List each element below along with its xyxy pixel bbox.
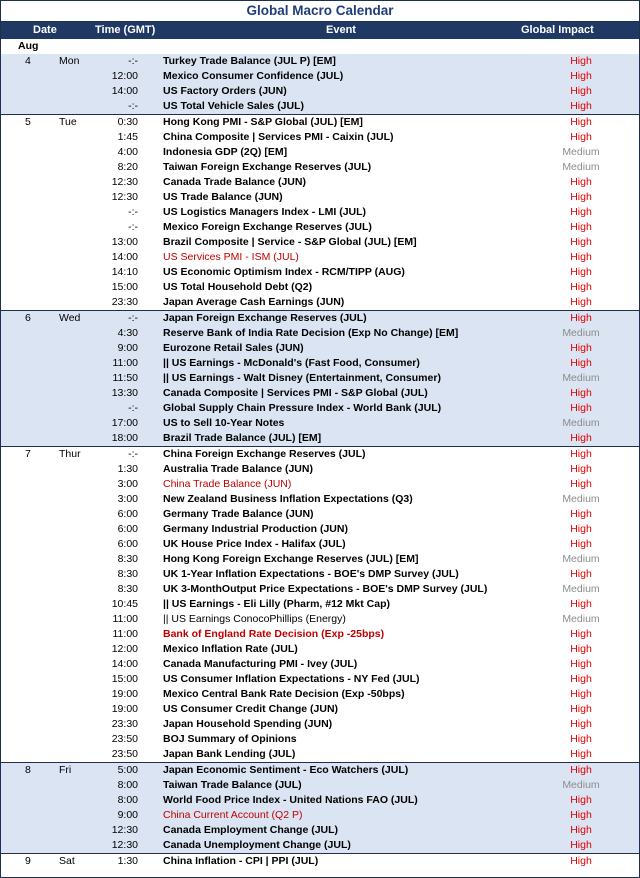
table-row (1, 265, 639, 280)
event-name: China Trade Balance (JUN) (163, 478, 292, 490)
event-time: 8:30 (117, 568, 138, 580)
table-row (1, 612, 639, 627)
table-row (1, 838, 639, 853)
event-time: 19:00 (111, 688, 138, 700)
impact-level: High (570, 538, 592, 550)
event-time: 11:00 (112, 357, 138, 369)
table-row (1, 250, 639, 265)
impact-level: High (570, 100, 592, 112)
day-date: 7 (25, 448, 31, 460)
event-name: Brazil Trade Balance (JUL) [EM] (163, 432, 322, 444)
table-row (1, 130, 639, 145)
table-row (1, 416, 639, 431)
event-time: 14:10 (111, 266, 138, 278)
impact-level: High (570, 85, 592, 97)
impact-level: High (570, 312, 592, 324)
event-name: || US Earnings ConocoPhillips (Energy) (163, 613, 346, 625)
event-time: 6:00 (117, 508, 138, 520)
event-time: 8:30 (117, 583, 138, 595)
event-time: 1:30 (117, 855, 138, 867)
impact-level: Medium (562, 372, 600, 384)
table-row (1, 672, 639, 687)
day-date: 9 (25, 855, 31, 867)
event-time: 1:45 (117, 131, 138, 143)
table-row (1, 627, 639, 642)
event-time: 12:00 (111, 643, 138, 655)
event-time: -:- (128, 55, 138, 67)
table-row (1, 762, 639, 778)
event-time: 8:00 (117, 794, 138, 806)
event-name: Indonesia GDP (2Q) [EM] (163, 146, 288, 158)
event-time: 8:00 (117, 779, 138, 791)
impact-level: High (570, 131, 592, 143)
impact-level: High (570, 508, 592, 520)
table-row (1, 69, 639, 84)
table-row (1, 386, 639, 401)
impact-level: High (570, 643, 592, 655)
impact-level: High (570, 448, 592, 460)
event-name: UK 1-Year Inflation Expectations - BOE's DMP Survey (JUL) (163, 568, 459, 580)
event-time: 13:30 (111, 387, 138, 399)
impact-level: High (570, 55, 592, 67)
event-time: 1:30 (117, 463, 138, 475)
event-time: 13:00 (111, 236, 138, 248)
impact-level: High (570, 824, 592, 836)
impact-level: High (570, 733, 592, 745)
day-weekday: Fri (59, 764, 72, 776)
impact-level: High (570, 281, 592, 293)
event-time: 12:00 (111, 70, 138, 82)
event-name: Mexico Consumer Confidence (JUL) (163, 70, 344, 82)
page-title: Global Macro Calendar (1, 1, 639, 22)
event-name: US Total Vehicle Sales (JUL) (163, 100, 305, 112)
impact-level: High (570, 266, 592, 278)
event-time: 0:30 (117, 116, 138, 128)
event-name: Japan Average Cash Earnings (JUN) (163, 296, 345, 308)
event-time: 9:00 (117, 809, 138, 821)
impact-level: High (570, 478, 592, 490)
event-name: Canada Manufacturing PMI - Ivey (JUL) (163, 658, 358, 670)
event-time: 19:00 (111, 703, 138, 715)
event-time: 12:30 (111, 839, 138, 851)
table-row (1, 853, 639, 869)
table-row (1, 507, 639, 522)
event-name: Japan Bank Lending (JUL) (163, 748, 296, 760)
event-time: 14:00 (111, 251, 138, 263)
table-row (1, 220, 639, 235)
impact-level: High (570, 251, 592, 263)
event-name: Germany Industrial Production (JUN) (163, 523, 348, 535)
event-name: Mexico Inflation Rate (JUL) (163, 643, 298, 655)
event-time: 11:50 (112, 372, 138, 384)
event-name: Taiwan Trade Balance (JUL) (163, 779, 302, 791)
table-row (1, 431, 639, 446)
event-name: Canada Composite | Services PMI - S&P Global (JUL) (163, 387, 428, 399)
event-name: Taiwan Foreign Exchange Reserves (JUL) (163, 161, 372, 173)
table-row (1, 310, 639, 326)
event-name: || US Earnings - Eli Lilly (Pharm, #12 Mkt Cap) (163, 598, 391, 610)
event-time: 3:00 (117, 478, 138, 490)
event-time: -:- (128, 100, 138, 112)
table-row (1, 642, 639, 657)
impact-level: High (570, 718, 592, 730)
event-name: UK 3-MonthOutput Price Expectations - BOE's DMP Survey (JUL) (163, 583, 488, 595)
impact-level: High (570, 206, 592, 218)
event-time: 23:50 (111, 733, 138, 745)
table-row (1, 582, 639, 597)
impact-level: Medium (562, 553, 600, 565)
event-time: 8:30 (117, 553, 138, 565)
event-time: 6:00 (117, 523, 138, 535)
table-row (1, 747, 639, 762)
event-name: Canada Employment Change (JUL) (163, 824, 339, 836)
table-row (1, 778, 639, 793)
event-time: 12:30 (111, 176, 138, 188)
table-row (1, 54, 639, 69)
table-row (1, 732, 639, 747)
table-row (1, 687, 639, 702)
table-row (1, 823, 639, 838)
event-name: China Current Account (Q2 P) (163, 809, 303, 821)
event-name: Canada Unemployment Change (JUL) (163, 839, 351, 851)
impact-level: High (570, 794, 592, 806)
event-name: Turkey Trade Balance (JUL P) [EM] (163, 55, 336, 67)
column-header-impact: Global Impact Potential (521, 24, 594, 53)
impact-level: Medium (562, 613, 600, 625)
impact-level: High (570, 658, 592, 670)
impact-level: High (570, 855, 592, 867)
event-time: -:- (128, 448, 138, 460)
event-time: -:- (128, 221, 138, 233)
event-time: 4:30 (117, 327, 138, 339)
day-weekday: Mon (59, 55, 80, 67)
impact-level: High (570, 402, 592, 414)
impact-level: High (570, 764, 592, 776)
day-weekday: Thur (59, 448, 81, 460)
impact-level: High (570, 176, 592, 188)
table-row (1, 657, 639, 672)
column-header-time: Time (GMT) (95, 24, 156, 36)
impact-level: High (570, 628, 592, 640)
impact-level: Medium (562, 779, 600, 791)
event-name: Canada Trade Balance (JUN) (163, 176, 306, 188)
impact-level: Medium (562, 583, 600, 595)
impact-level: High (570, 598, 592, 610)
event-time: 14:00 (111, 85, 138, 97)
table-row (1, 371, 639, 386)
event-name: UK House Price Index - Halifax (JUL) (163, 538, 346, 550)
event-name: || US Earnings - McDonald's (Fast Food, Consumer) (163, 357, 420, 369)
event-name: US Services PMI - ISM (JUL) (163, 251, 299, 263)
day-weekday: Wed (59, 312, 81, 324)
day-date: 4 (25, 55, 31, 67)
table-row (1, 160, 639, 175)
event-name: World Food Price Index - United Nations FAO (JUL) (163, 794, 418, 806)
event-name: Brazil Composite | Service - S&P Global (JUL) [EM] (163, 236, 417, 248)
month-label: Aug (18, 40, 39, 52)
event-time: 15:00 (111, 673, 138, 685)
table-row (1, 326, 639, 341)
event-time: 12:30 (111, 824, 138, 836)
column-header-date: Date (33, 24, 57, 36)
table-row (1, 477, 639, 492)
impact-level: High (570, 568, 592, 580)
impact-level: High (570, 703, 592, 715)
impact-level: High (570, 221, 592, 233)
event-time: 12:30 (111, 191, 138, 203)
event-time: 18:00 (111, 432, 138, 444)
event-name: US Total Household Debt (Q2) (163, 281, 313, 293)
impact-level: High (570, 357, 592, 369)
event-time: -:- (128, 402, 138, 414)
event-name: US Factory Orders (JUN) (163, 85, 287, 97)
event-time: 23:30 (111, 296, 138, 308)
event-time: 11:00 (112, 628, 138, 640)
event-name: US Trade Balance (JUN) (163, 191, 283, 203)
event-time: 15:00 (111, 281, 138, 293)
impact-level: High (570, 236, 592, 248)
impact-level: High (570, 673, 592, 685)
event-name: Japan Foreign Exchange Reserves (JUL) (163, 312, 367, 324)
event-time: 8:20 (117, 161, 138, 173)
table-row (1, 295, 639, 310)
event-time: 10:45 (111, 598, 138, 610)
table-row (1, 84, 639, 99)
event-time: 9:00 (117, 342, 138, 354)
impact-level: High (570, 748, 592, 760)
impact-level: High (570, 387, 592, 399)
table-row (1, 341, 639, 356)
calendar-body (1, 54, 639, 869)
event-name: Germany Trade Balance (JUN) (163, 508, 314, 520)
table-row (1, 205, 639, 220)
event-name: Global Supply Chain Pressure Index - World Bank (JUL) (163, 402, 442, 414)
event-name: US Logistics Managers Index - LMI (JUL) (163, 206, 367, 218)
table-row (1, 492, 639, 507)
impact-level: High (570, 523, 592, 535)
event-time: 11:00 (112, 613, 138, 625)
event-time: 6:00 (117, 538, 138, 550)
event-time: -:- (128, 206, 138, 218)
impact-level: High (570, 296, 592, 308)
impact-level: Medium (562, 417, 600, 429)
table-row (1, 793, 639, 808)
event-name: Mexico Foreign Exchange Reserves (JUL) (163, 221, 372, 233)
impact-level: High (570, 342, 592, 354)
impact-level: Medium (562, 493, 600, 505)
table-row (1, 280, 639, 295)
impact-level: High (570, 70, 592, 82)
event-name: Japan Household Spending (JUN) (163, 718, 333, 730)
event-time: 3:00 (117, 493, 138, 505)
impact-level: Medium (562, 146, 600, 158)
event-time: 5:00 (117, 764, 138, 776)
event-name: Mexico Central Bank Rate Decision (Exp -50bps) (163, 688, 405, 700)
event-name: || US Earnings - Walt Disney (Entertainment, Consumer) (163, 372, 441, 384)
event-time: 14:00 (111, 658, 138, 670)
event-name: US Economic Optimism Index - RCM/TIPP (AUG) (163, 266, 405, 278)
impact-level: High (570, 839, 592, 851)
table-row (1, 235, 639, 250)
event-name: BOJ Summary of Opinions (163, 733, 297, 745)
event-time: 17:00 (111, 417, 138, 429)
event-time: 4:00 (117, 146, 138, 158)
event-name: Hong Kong PMI - S&P Global (JUL) [EM] (163, 116, 363, 128)
event-name: China Inflation - CPI | PPI (JUL) (163, 855, 319, 867)
impact-level: High (570, 463, 592, 475)
day-date: 8 (25, 764, 31, 776)
impact-level: Medium (562, 161, 600, 173)
event-name: Eurozone Retail Sales (JUN) (163, 342, 304, 354)
table-row (1, 99, 639, 114)
table-row (1, 808, 639, 823)
day-weekday: Tue (59, 116, 77, 128)
event-name: New Zealand Business Inflation Expectations (Q3) (163, 493, 413, 505)
event-time: 23:30 (111, 718, 138, 730)
day-date: 6 (25, 312, 31, 324)
event-name: US to Sell 10-Year Notes (163, 417, 285, 429)
table-row (1, 537, 639, 552)
table-row (1, 702, 639, 717)
event-name: US Consumer Inflation Expectations - NY Fed (JUL) (163, 673, 420, 685)
table-row (1, 462, 639, 477)
event-name: Reserve Bank of India Rate Decision (Exp No Change) [EM] (163, 327, 459, 339)
impact-level: High (570, 116, 592, 128)
impact-level: High (570, 432, 592, 444)
table-row (1, 401, 639, 416)
table-row (1, 356, 639, 371)
impact-level: High (570, 191, 592, 203)
table-row (1, 190, 639, 205)
table-row (1, 552, 639, 567)
event-name: US Consumer Credit Change (JUN) (163, 703, 339, 715)
event-time: 23:50 (111, 748, 138, 760)
event-name: Bank of England Rate Decision (Exp -25bps) (163, 628, 385, 640)
impact-level: Medium (562, 327, 600, 339)
event-name: Japan Economic Sentiment - Eco Watchers (JUL) (163, 764, 409, 776)
day-weekday: Sat (59, 855, 75, 867)
event-time: -:- (128, 312, 138, 324)
event-name: Hong Kong Foreign Exchange Reserves (JUL) [EM] (163, 553, 419, 565)
table-row (1, 145, 639, 160)
table-row (1, 522, 639, 537)
event-name: China Foreign Exchange Reserves (JUL) (163, 448, 366, 460)
table-row (1, 114, 639, 130)
event-name: Australia Trade Balance (JUN) (163, 463, 313, 475)
table-row (1, 717, 639, 732)
event-name: China Composite | Services PMI - Caixin (JUL) (163, 131, 394, 143)
table-row (1, 175, 639, 190)
day-date: 5 (25, 116, 31, 128)
table-row (1, 446, 639, 462)
column-header-event: Event (326, 24, 356, 36)
impact-level: High (570, 688, 592, 700)
table-row (1, 567, 639, 582)
impact-level: High (570, 809, 592, 821)
table-row (1, 597, 639, 612)
